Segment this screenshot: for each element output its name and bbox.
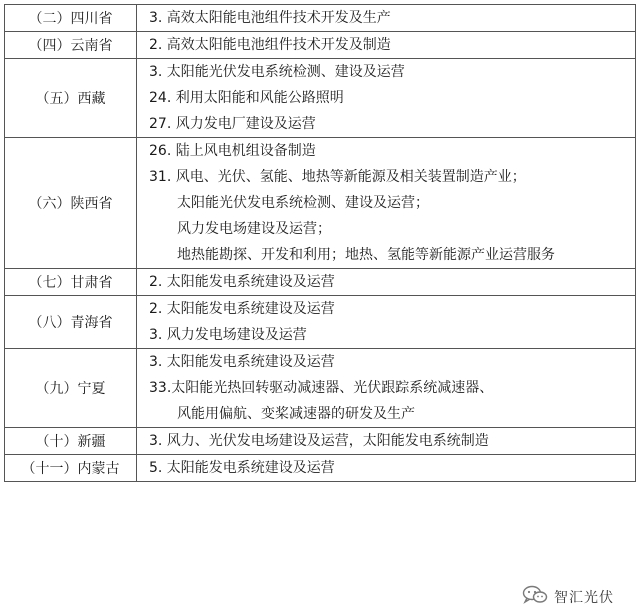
items-cell [137, 455, 636, 482]
table-row [5, 296, 636, 349]
table-row [5, 138, 636, 269]
watermark [516, 583, 620, 611]
policy-table-body [5, 5, 636, 482]
industry-item: 3. 风力、光伏发电场建设及运营，太阳能发电系统制造 [149, 433, 489, 449]
region-cell: （九）宁夏 [5, 349, 137, 428]
items-cell [137, 349, 636, 428]
items-cell [137, 428, 636, 455]
industry-item: 3. 风力发电场建设及运营 [149, 327, 307, 343]
policy-table [4, 4, 636, 482]
region-cell: （八）青海省 [5, 296, 137, 349]
region-cell: （十一）内蒙古 [5, 455, 137, 482]
table-row [5, 269, 636, 296]
table-row [5, 32, 636, 59]
table-row [5, 455, 636, 482]
watermark-text: 智汇光伏 [554, 590, 614, 606]
industry-item: 地热能勘探、开发和利用；地热、氢能等新能源产业运营服务 [177, 247, 555, 263]
industry-item: 31. 风电、光伏、氢能、地热等新能源及相关装置制造产业； [149, 169, 526, 185]
industry-item: 2. 高效太阳能电池组件技术开发及制造 [149, 37, 391, 53]
table-row [5, 59, 636, 138]
items-cell [137, 296, 636, 349]
industry-item: 太阳能光伏发电系统检测、建设及运营； [177, 195, 429, 211]
industry-item: 2. 太阳能发电系统建设及运营 [149, 301, 335, 317]
region-cell: （十）新疆 [5, 428, 137, 455]
items-cell [137, 59, 636, 138]
wechat-icon [522, 585, 548, 609]
region-cell: （四）云南省 [5, 32, 137, 59]
industry-item: 3. 太阳能发电系统建设及运营 [149, 354, 335, 370]
region-cell: （七）甘肃省 [5, 269, 137, 296]
table-row [5, 5, 636, 32]
region-cell: （二）四川省 [5, 5, 137, 32]
table-row [5, 349, 636, 428]
industry-item: 5. 太阳能发电系统建设及运营 [149, 460, 335, 476]
industry-item: 风能用偏航、变桨减速器的研发及生产 [177, 406, 415, 422]
industry-item: 33.太阳能光热回转驱动减速器、光伏跟踪系统减速器、 [149, 380, 494, 396]
industry-item: 2. 太阳能发电系统建设及运营 [149, 274, 335, 290]
industry-item: 24. 利用太阳能和风能公路照明 [149, 90, 344, 106]
items-cell [137, 32, 636, 59]
industry-item: 27. 风力发电厂建设及运营 [149, 116, 316, 132]
items-cell [137, 269, 636, 296]
region-cell: （六）陕西省 [5, 138, 137, 269]
industry-item: 3. 太阳能光伏发电系统检测、建设及运营 [149, 64, 405, 80]
region-cell: （五）西藏 [5, 59, 137, 138]
table-row [5, 428, 636, 455]
items-cell [137, 5, 636, 32]
industry-item: 风力发电场建设及运营； [177, 221, 331, 237]
industry-item: 26. 陆上风电机组设备制造 [149, 143, 316, 159]
items-cell [137, 138, 636, 269]
industry-item: 3. 高效太阳能电池组件技术开发及生产 [149, 10, 391, 26]
